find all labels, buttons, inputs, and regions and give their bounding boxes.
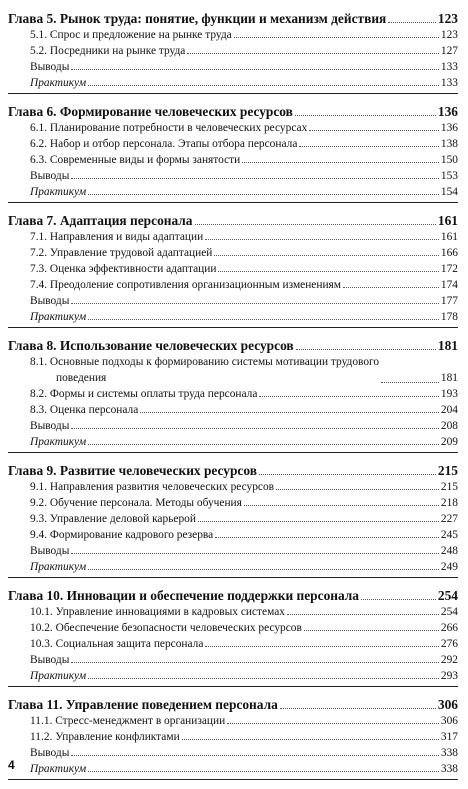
toc-section-item[interactable]: [8, 277, 458, 293]
toc-section-item[interactable]: [8, 261, 458, 277]
section-page-number: 161: [440, 231, 458, 243]
section-title: 10.2. Обеспечение безопасности человеческих ресурсов: [30, 622, 302, 634]
section-page-number: 227: [440, 513, 458, 525]
chapter-heading[interactable]: [8, 696, 458, 713]
chapter-page-number: 306: [437, 697, 458, 712]
section-page-number: 138: [440, 138, 458, 150]
section-title: 5.1. Спрос и предложение на рынке труда: [30, 29, 232, 41]
section-title: Выводы: [30, 61, 70, 73]
dot-leader: [299, 146, 439, 147]
dot-leader: [88, 444, 439, 445]
dot-leader: [88, 194, 439, 195]
toc-chapter: [8, 337, 458, 453]
toc-chapter: [8, 462, 458, 578]
toc-practicum-item[interactable]: [8, 761, 458, 777]
chapter-page-number: 123: [437, 11, 458, 26]
section-title: 9.2. Обучение персонала. Методы обучения: [30, 497, 242, 509]
toc-chapter: [8, 212, 458, 328]
dot-leader: [195, 224, 436, 225]
toc-section-item[interactable]: [8, 43, 458, 59]
section-page-number: 338: [440, 763, 458, 775]
toc-section-item[interactable]: [8, 293, 458, 309]
dot-leader: [259, 474, 436, 475]
section-page-number: 338: [440, 747, 458, 759]
section-title: 7.4. Преодоление сопротивления организационным изменениям: [30, 279, 342, 291]
section-title: Выводы: [30, 545, 70, 557]
section-title: 8.2. Формы и системы оплаты труда персонала: [30, 388, 258, 400]
dot-leader: [88, 85, 439, 86]
toc-section-item[interactable]: [8, 354, 458, 386]
toc-chapter: [8, 10, 458, 94]
section-page-number: 172: [440, 263, 458, 275]
section-title: 11.2. Управление конфликтами: [30, 731, 180, 743]
toc-section-item[interactable]: [8, 511, 458, 527]
chapter-title: Глава 9. Развитие человеческих ресурсов: [8, 463, 257, 478]
toc-section-item[interactable]: [8, 27, 458, 43]
dot-leader: [205, 646, 438, 647]
section-title: Выводы: [30, 295, 70, 307]
chapter-page-number: 136: [437, 104, 458, 119]
dot-leader: [227, 723, 439, 724]
chapter-title: Глава 6. Формирование человеческих ресурсов: [8, 104, 293, 119]
dot-leader: [304, 630, 439, 631]
section-page-number: 133: [440, 77, 458, 89]
section-page-number: 177: [440, 295, 458, 307]
chapter-title: Глава 5. Рынок труда: понятие, функции и механизм действия: [8, 11, 387, 26]
section-title: 9.1. Направления развития человеческих ресурсов: [30, 481, 275, 493]
section-title: 6.3. Современные виды и формы занятости: [30, 154, 241, 166]
toc-section-item[interactable]: [8, 136, 458, 152]
dot-leader: [259, 396, 439, 397]
dot-leader: [71, 303, 439, 304]
dot-leader: [71, 428, 439, 429]
chapter-title: Глава 11. Управление поведением персонала: [8, 697, 278, 712]
section-title: 6.2. Набор и отбор персонала. Этапы отбора персонала: [30, 138, 298, 150]
section-title: 8.3. Оценка персонала: [30, 404, 139, 416]
table-of-contents: [8, 10, 458, 789]
chapter-title: Глава 10. Инновации и обеспечение поддержки персонала: [8, 588, 360, 603]
toc-practicum-item[interactable]: [8, 309, 458, 325]
section-page-number: 292: [440, 654, 458, 666]
dot-leader: [214, 255, 439, 256]
dot-leader: [88, 771, 439, 772]
section-title: 11.1. Стресс-менеджмент в организации: [30, 715, 226, 727]
section-page-number: 249: [440, 561, 458, 573]
toc-section-item[interactable]: [8, 59, 458, 75]
toc-section-item[interactable]: [8, 168, 458, 184]
dot-leader: [295, 115, 436, 116]
dot-leader: [187, 53, 439, 54]
section-title: Практикум: [30, 561, 87, 573]
section-title: Выводы: [30, 420, 70, 432]
toc-chapter: [8, 696, 458, 780]
dot-leader: [88, 569, 439, 570]
section-page-number: 150: [440, 154, 458, 166]
dot-leader: [287, 614, 439, 615]
dot-leader: [276, 489, 439, 490]
chapter-title: Глава 7. Адаптация персонала: [8, 213, 193, 228]
dot-leader: [343, 287, 439, 288]
section-page-number: 215: [440, 481, 458, 493]
section-page-number: 266: [440, 622, 458, 634]
section-page-number: 204: [440, 404, 458, 416]
dot-leader: [88, 678, 439, 679]
toc-section-item[interactable]: [8, 543, 458, 559]
toc-section-item[interactable]: [8, 152, 458, 168]
section-page-number: 209: [440, 436, 458, 448]
dot-leader: [242, 162, 439, 163]
section-title: 6.1. Планирование потребности в человеческих ресурсах: [30, 122, 308, 134]
page-number: 4: [8, 758, 15, 772]
dot-leader: [71, 553, 439, 554]
toc-section-item[interactable]: [8, 636, 458, 652]
section-title: [30, 354, 379, 386]
section-page-number: 276: [440, 638, 458, 650]
section-title: 10.3. Социальная защита персонала: [30, 638, 204, 650]
chapter-page-number: 181: [437, 338, 458, 353]
section-page-number: 254: [440, 606, 458, 618]
toc-practicum-item[interactable]: [8, 559, 458, 575]
dot-leader: [71, 662, 439, 663]
chapter-heading[interactable]: [8, 212, 458, 229]
section-title: 10.1. Управление инновациями в кадровых системах: [30, 606, 285, 618]
dot-leader: [198, 521, 439, 522]
chapter-page-number: 254: [437, 588, 458, 603]
dot-leader: [361, 599, 436, 600]
chapter-heading[interactable]: [8, 337, 458, 354]
section-page-number: 245: [440, 529, 458, 541]
chapter-title: Глава 8. Использование человеческих ресурсов: [8, 338, 294, 353]
dot-leader: [71, 178, 439, 179]
section-title-line: 8.1. Основные подходы к формированию системы мотивации трудового: [30, 356, 380, 368]
toc-section-item[interactable]: [8, 495, 458, 511]
section-page-number: 306: [440, 715, 458, 727]
toc-section-item[interactable]: [8, 527, 458, 543]
section-page-number: 181: [440, 372, 458, 384]
chapter-heading[interactable]: [8, 10, 458, 27]
section-page-number: 166: [440, 247, 458, 259]
section-title: Выводы: [30, 654, 70, 666]
section-title: 7.2. Управление трудовой адаптацией: [30, 247, 213, 259]
chapter-heading[interactable]: [8, 103, 458, 120]
section-title: Практикум: [30, 186, 87, 198]
toc-section-item[interactable]: [8, 604, 458, 620]
section-title: 5.2. Посредники на рынке труда: [30, 45, 186, 57]
toc-section-item[interactable]: [8, 745, 458, 761]
dot-leader: [280, 708, 436, 709]
dot-leader: [388, 22, 436, 23]
section-title: Практикум: [30, 311, 87, 323]
toc-section-item[interactable]: [8, 418, 458, 434]
toc-practicum-item[interactable]: [8, 668, 458, 684]
chapter-heading[interactable]: [8, 462, 458, 479]
dot-leader: [182, 739, 439, 740]
dot-leader: [244, 505, 439, 506]
dot-leader: [205, 239, 439, 240]
toc-section-item[interactable]: [8, 402, 458, 418]
section-page-number: 123: [440, 29, 458, 41]
toc-section-item[interactable]: [8, 386, 458, 402]
section-title: Выводы: [30, 170, 70, 182]
section-title: 9.3. Управление деловой карьерой: [30, 513, 196, 525]
section-page-number: 193: [440, 388, 458, 400]
section-page-number: 293: [440, 670, 458, 682]
chapter-page-number: 215: [437, 463, 458, 478]
section-page-number: 174: [440, 279, 458, 291]
section-page-number: 154: [440, 186, 458, 198]
toc-section-item[interactable]: [8, 729, 458, 745]
dot-leader: [215, 537, 439, 538]
dot-leader: [218, 271, 438, 272]
dot-leader: [88, 319, 439, 320]
section-title: Практикум: [30, 436, 87, 448]
section-title: 7.3. Оценка эффективности адаптации: [30, 263, 217, 275]
toc-section-item[interactable]: [8, 229, 458, 245]
section-title: Практикум: [30, 77, 87, 89]
section-page-number: 208: [440, 420, 458, 432]
toc-practicum-item[interactable]: [8, 75, 458, 91]
dot-leader: [309, 130, 439, 131]
section-title: 7.1. Направления и виды адаптации: [30, 231, 204, 243]
toc-section-item[interactable]: [8, 479, 458, 495]
dot-leader: [296, 349, 436, 350]
toc-section-item[interactable]: [8, 620, 458, 636]
section-page-number: 317: [440, 731, 458, 743]
section-page-number: 218: [440, 497, 458, 509]
section-page-number: 248: [440, 545, 458, 557]
toc-section-item[interactable]: [8, 120, 458, 136]
toc-practicum-item[interactable]: [8, 434, 458, 450]
toc-section-item[interactable]: [8, 713, 458, 729]
section-title: 9.4. Формирование кадрового резерва: [30, 529, 214, 541]
section-page-number: 178: [440, 311, 458, 323]
section-title: Практикум: [30, 670, 87, 682]
dot-leader: [140, 412, 439, 413]
dot-leader: [234, 37, 439, 38]
section-title: Выводы: [30, 747, 70, 759]
chapter-page-number: 161: [437, 213, 458, 228]
dot-leader: [71, 69, 439, 70]
toc-practicum-item[interactable]: [8, 184, 458, 200]
section-page-number: 136: [440, 122, 458, 134]
section-page-number: 127: [440, 45, 458, 57]
toc-chapter: [8, 103, 458, 203]
section-page-number: 153: [440, 170, 458, 182]
section-title: Практикум: [30, 763, 87, 775]
dot-leader: [71, 755, 439, 756]
section-page-number: 133: [440, 61, 458, 73]
toc-section-item[interactable]: [8, 245, 458, 261]
section-title-line: поведения: [56, 372, 107, 384]
toc-section-item[interactable]: [8, 652, 458, 668]
chapter-heading[interactable]: [8, 587, 458, 604]
dot-leader: [381, 382, 439, 383]
toc-chapter: [8, 587, 458, 687]
